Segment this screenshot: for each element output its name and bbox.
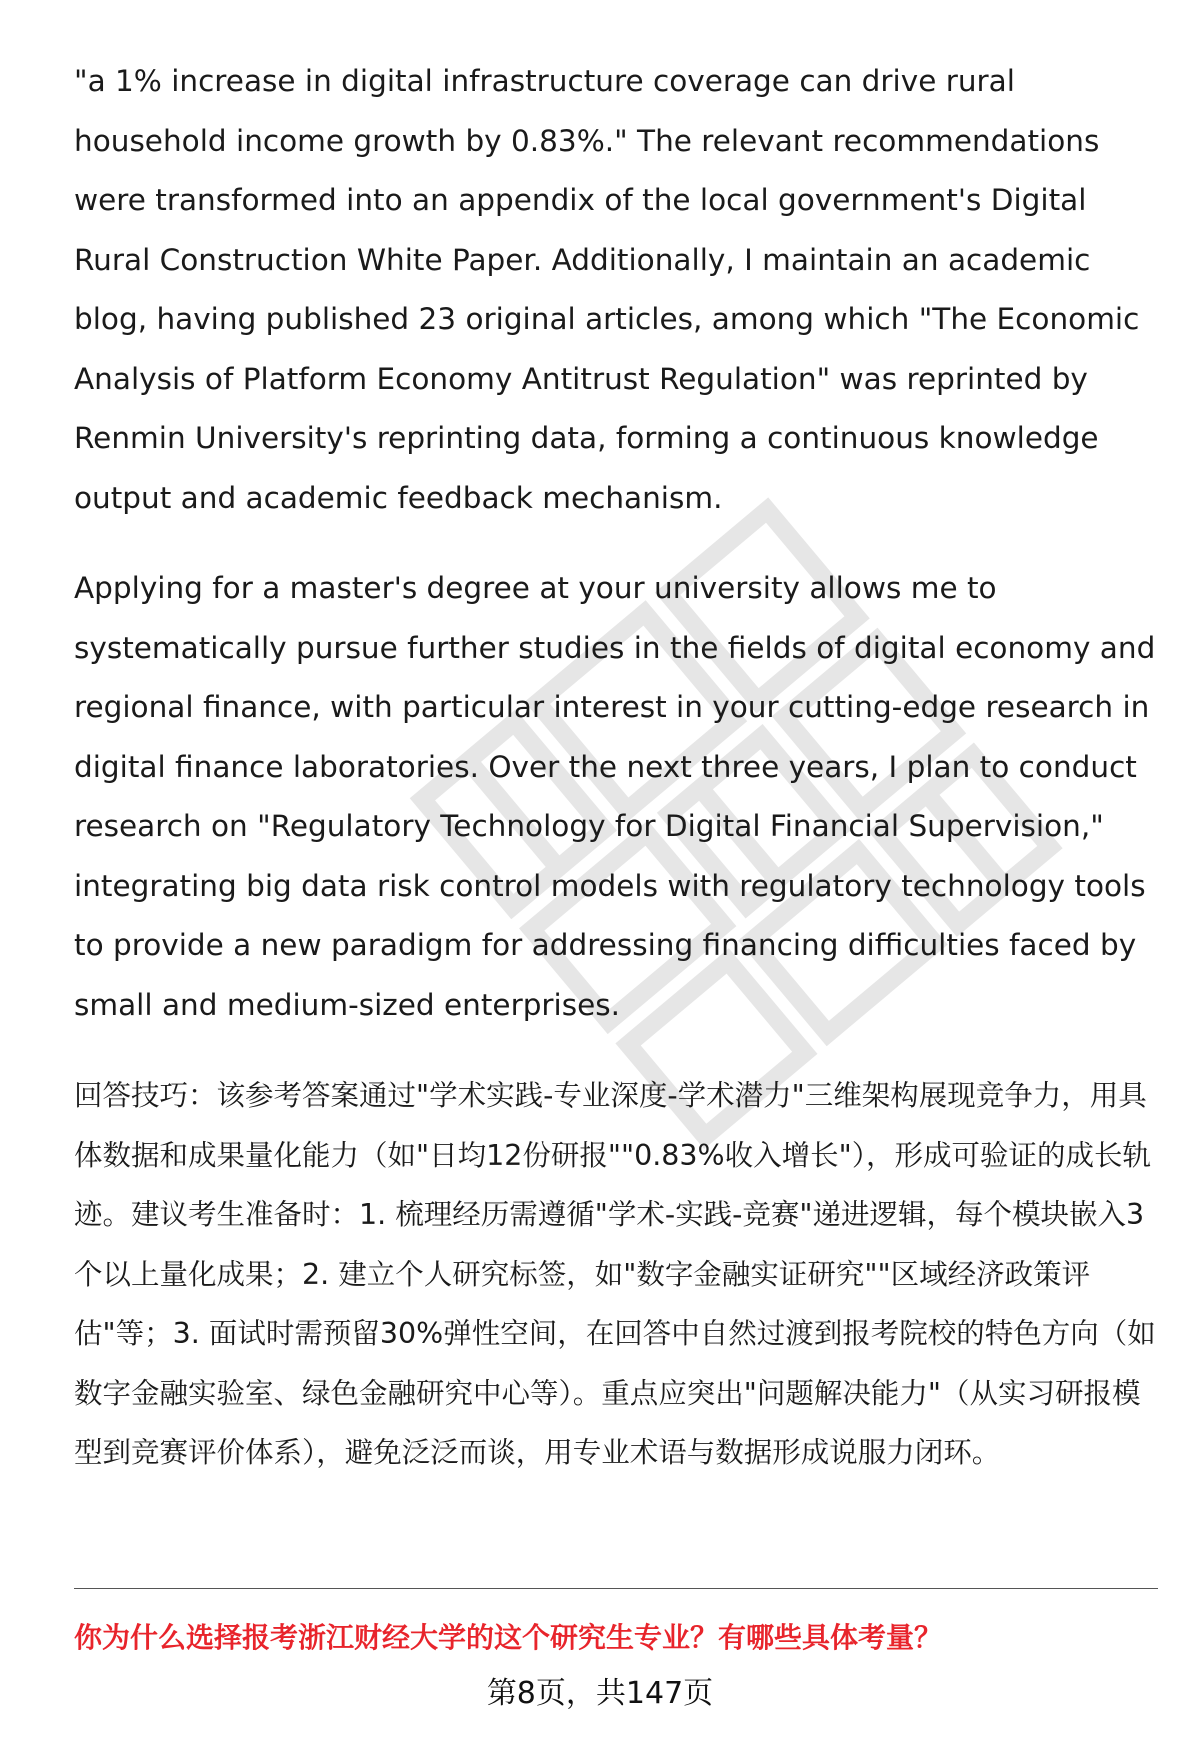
paragraph-research-output: "a 1% increase in digital infrastructure coverage can drive rural household income growth by 0.83%." The relevant recommendations were transformed into an appendix of the local government's Digital Rural Construction White Paper. Additionally, I maintain an academic blog, having published 23 original articles, among which "The Economic Analysis of Platform Economy Antitrust Regulation" was reprinted by Renmin University's reprinting data, forming a continuous knowledge output and academic feedback mechanism. bbox=[74, 64, 1140, 515]
section-divider bbox=[74, 1588, 1158, 1589]
paragraph-study-plan: Applying for a master's degree at your university allows me to systematically pursue further studies in the fields of digital economy and regional finance, with particular interest in your cutting-edge research in digital finance laboratories. Over the next three years, I plan to conduct research on "Regulatory Technology for Digital Financial Supervision," integrating big data risk control models with regulatory technology tools to provide a new paradigm for addressing financing difficulties faced by small and medium-sized enterprises. bbox=[74, 571, 1156, 1022]
document-body bbox=[74, 52, 1159, 1483]
paragraph-answer-tips: 回答技巧：该参考答案通过"学术实践-专业深度-学术潜力"三维架构展现竞争力，用具体数据和成果量化能力（如"日均12份研报""0.83%收入增长"），形成可验证的成长轨迹。建议考生准备时：1. 梳理经历需遵循"学术-实践-竞赛"递进逻辑，每个模块嵌入3个以上量化成果；2. 建立个人研究标签，如"数字金融实证研究""区域经济政策评估"等；3. 面试时需预留30%弹性空间，在回答中自然过渡到报考院校的特色方向（如数字金融实验室、绿色金融研究中心等）。重点应突出"问题解决能力"（从实习研报模型到竞赛评价体系），避免泛泛而谈，用专业术语与数据形成说服力闭环。 bbox=[74, 1079, 1156, 1469]
page-number: 第8页，共147页 bbox=[486, 1676, 714, 1711]
next-question-heading: 你为什么选择报考浙江财经大学的这个研究生专业？有哪些具体考量？ bbox=[74, 1621, 943, 1654]
